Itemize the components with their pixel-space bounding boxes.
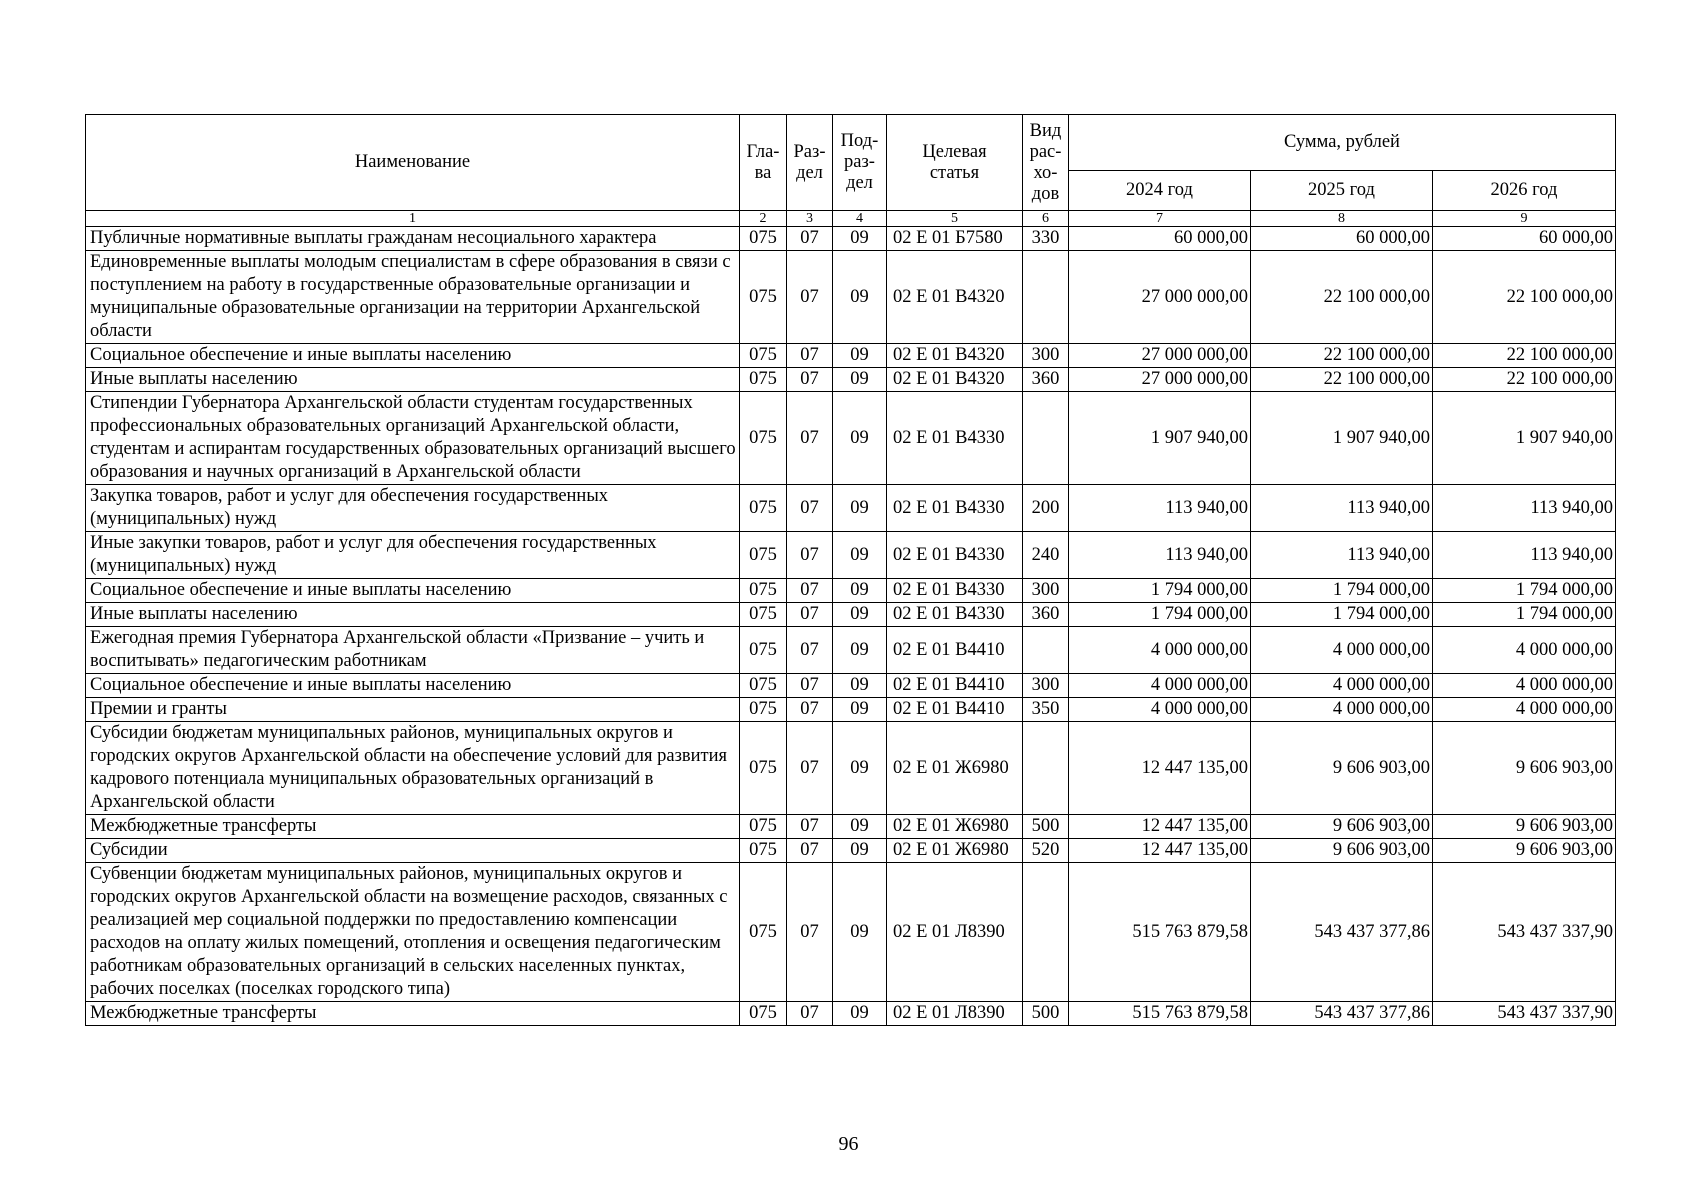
- header-razdel: Раз- дел: [787, 115, 833, 211]
- cell-amount-2026: 1 794 000,00: [1433, 579, 1616, 603]
- column-number: 7: [1069, 211, 1251, 227]
- cell-podrazdel: 09: [833, 368, 887, 392]
- cell-name: Премии и гранты: [86, 698, 740, 722]
- cell-glava: 075: [740, 579, 787, 603]
- cell-name: Межбюджетные трансферты: [86, 1002, 740, 1026]
- cell-amount-2024: 12 447 135,00: [1069, 722, 1251, 815]
- table-row: [86, 532, 1616, 579]
- cell-amount-2025: 1 907 940,00: [1251, 392, 1433, 485]
- cell-podrazdel: 09: [833, 532, 887, 579]
- cell-podrazdel: 09: [833, 603, 887, 627]
- cell-name: Субвенции бюджетам муниципальных районов, муниципальных округов и городских округов Архангельской области на возмещение расходов, связанных с реализацией мер социальной поддержки по предоставлению компенсации расходов на оплату жилых помещений, отопления и освещения педагогическим работникам образовательных организаций в сельских населенных пунктах, рабочих поселках (поселках городского типа): [86, 863, 740, 1002]
- cell-vid: [1023, 251, 1069, 344]
- cell-podrazdel: 09: [833, 815, 887, 839]
- cell-target: 02 Е 01 В4320: [887, 251, 1023, 344]
- cell-name: Социальное обеспечение и иные выплаты населению: [86, 674, 740, 698]
- cell-razdel: 07: [787, 698, 833, 722]
- header-vid: Вид рас- хо- дов: [1023, 115, 1069, 211]
- cell-target: 02 Е 01 В4330: [887, 603, 1023, 627]
- cell-name: Ежегодная премия Губернатора Архангельской области «Призвание – учить и воспитывать» педагогическим работникам: [86, 627, 740, 674]
- cell-amount-2025: 60 000,00: [1251, 227, 1433, 251]
- cell-amount-2024: 27 000 000,00: [1069, 368, 1251, 392]
- table-row: [86, 392, 1616, 485]
- table-row: [86, 815, 1616, 839]
- cell-target: 02 Е 01 В4320: [887, 344, 1023, 368]
- cell-amount-2025: 22 100 000,00: [1251, 251, 1433, 344]
- table-row: [86, 1002, 1616, 1026]
- cell-amount-2026: 22 100 000,00: [1433, 344, 1616, 368]
- cell-target: 02 Е 01 В4410: [887, 627, 1023, 674]
- cell-vid: [1023, 392, 1069, 485]
- header-glava: Гла- ва: [740, 115, 787, 211]
- cell-amount-2026: 9 606 903,00: [1433, 722, 1616, 815]
- header-target: Целевая статья: [887, 115, 1023, 211]
- cell-amount-2024: 4 000 000,00: [1069, 698, 1251, 722]
- cell-glava: 075: [740, 251, 787, 344]
- cell-amount-2026: 113 940,00: [1433, 532, 1616, 579]
- budget-table: [85, 114, 1616, 1026]
- cell-target: 02 Е 01 В4330: [887, 392, 1023, 485]
- cell-name: Социальное обеспечение и иные выплаты населению: [86, 579, 740, 603]
- cell-vid: 500: [1023, 815, 1069, 839]
- cell-amount-2024: 12 447 135,00: [1069, 839, 1251, 863]
- cell-glava: 075: [740, 485, 787, 532]
- table-row: [86, 722, 1616, 815]
- cell-glava: 075: [740, 227, 787, 251]
- cell-target: 02 Е 01 Ж6980: [887, 815, 1023, 839]
- cell-amount-2024: 4 000 000,00: [1069, 627, 1251, 674]
- cell-glava: 075: [740, 532, 787, 579]
- cell-razdel: 07: [787, 579, 833, 603]
- cell-amount-2024: 12 447 135,00: [1069, 815, 1251, 839]
- cell-name: Социальное обеспечение и иные выплаты населению: [86, 344, 740, 368]
- header-name: Наименование: [86, 115, 740, 211]
- cell-name: Иные выплаты населению: [86, 368, 740, 392]
- cell-amount-2024: 27 000 000,00: [1069, 344, 1251, 368]
- table-row: [86, 839, 1616, 863]
- header-year-2026: 2026 год: [1433, 171, 1616, 211]
- cell-amount-2025: 543 437 377,86: [1251, 1002, 1433, 1026]
- cell-razdel: 07: [787, 485, 833, 532]
- cell-target: 02 Е 01 Л8390: [887, 1002, 1023, 1026]
- cell-vid: 300: [1023, 344, 1069, 368]
- cell-amount-2024: 27 000 000,00: [1069, 251, 1251, 344]
- cell-podrazdel: 09: [833, 344, 887, 368]
- cell-name: Иные закупки товаров, работ и услуг для обеспечения государственных (муниципальных) нужд: [86, 532, 740, 579]
- cell-amount-2025: 543 437 377,86: [1251, 863, 1433, 1002]
- cell-vid: 520: [1023, 839, 1069, 863]
- cell-amount-2024: 1 907 940,00: [1069, 392, 1251, 485]
- table-row: [86, 344, 1616, 368]
- cell-podrazdel: 09: [833, 698, 887, 722]
- cell-razdel: 07: [787, 603, 833, 627]
- column-number: 1: [86, 211, 740, 227]
- cell-vid: [1023, 627, 1069, 674]
- page-number: 96: [838, 1133, 859, 1155]
- table-row: [86, 485, 1616, 532]
- table-row: [86, 674, 1616, 698]
- header-sum: Сумма, рублей: [1069, 115, 1616, 171]
- cell-vid: 330: [1023, 227, 1069, 251]
- cell-podrazdel: 09: [833, 1002, 887, 1026]
- cell-glava: 075: [740, 368, 787, 392]
- cell-name: Субсидии: [86, 839, 740, 863]
- cell-vid: 240: [1023, 532, 1069, 579]
- cell-amount-2024: 515 763 879,58: [1069, 863, 1251, 1002]
- cell-amount-2026: 60 000,00: [1433, 227, 1616, 251]
- cell-glava: 075: [740, 627, 787, 674]
- cell-amount-2026: 4 000 000,00: [1433, 674, 1616, 698]
- cell-podrazdel: 09: [833, 392, 887, 485]
- cell-vid: [1023, 863, 1069, 1002]
- cell-amount-2026: 113 940,00: [1433, 485, 1616, 532]
- header-podrazdel: Под- раз- дел: [833, 115, 887, 211]
- cell-podrazdel: 09: [833, 227, 887, 251]
- cell-razdel: 07: [787, 674, 833, 698]
- cell-vid: 360: [1023, 368, 1069, 392]
- table-row: [86, 227, 1616, 251]
- cell-glava: 075: [740, 344, 787, 368]
- cell-razdel: 07: [787, 863, 833, 1002]
- cell-amount-2026: 1 794 000,00: [1433, 603, 1616, 627]
- cell-glava: 075: [740, 863, 787, 1002]
- column-number: 8: [1251, 211, 1433, 227]
- cell-amount-2024: 515 763 879,58: [1069, 1002, 1251, 1026]
- cell-glava: 075: [740, 674, 787, 698]
- cell-name: Субсидии бюджетам муниципальных районов, муниципальных округов и городских округов Архангельской области на обеспечение условий для развития кадрового потенциала муниципальных образовательных организаций в Архангельской области: [86, 722, 740, 815]
- cell-amount-2025: 22 100 000,00: [1251, 344, 1433, 368]
- cell-amount-2024: 1 794 000,00: [1069, 579, 1251, 603]
- cell-glava: 075: [740, 815, 787, 839]
- cell-amount-2026: 543 437 337,90: [1433, 1002, 1616, 1026]
- cell-razdel: 07: [787, 839, 833, 863]
- cell-glava: 075: [740, 722, 787, 815]
- table-row: [86, 251, 1616, 344]
- cell-amount-2026: 4 000 000,00: [1433, 698, 1616, 722]
- cell-razdel: 07: [787, 344, 833, 368]
- header-year-2025: 2025 год: [1251, 171, 1433, 211]
- cell-vid: 500: [1023, 1002, 1069, 1026]
- cell-amount-2025: 113 940,00: [1251, 485, 1433, 532]
- cell-amount-2025: 9 606 903,00: [1251, 722, 1433, 815]
- cell-target: 02 Е 01 В4330: [887, 579, 1023, 603]
- cell-podrazdel: 09: [833, 485, 887, 532]
- table-row: [86, 863, 1616, 1002]
- cell-amount-2026: 22 100 000,00: [1433, 251, 1616, 344]
- cell-amount-2024: 4 000 000,00: [1069, 674, 1251, 698]
- cell-razdel: 07: [787, 815, 833, 839]
- column-number: 5: [887, 211, 1023, 227]
- table-row: [86, 698, 1616, 722]
- cell-amount-2025: 1 794 000,00: [1251, 579, 1433, 603]
- cell-podrazdel: 09: [833, 839, 887, 863]
- column-number: 2: [740, 211, 787, 227]
- cell-name: Межбюджетные трансферты: [86, 815, 740, 839]
- cell-target: 02 Е 01 Б7580: [887, 227, 1023, 251]
- column-number: 9: [1433, 211, 1616, 227]
- cell-amount-2025: 4 000 000,00: [1251, 674, 1433, 698]
- column-number: 3: [787, 211, 833, 227]
- cell-target: 02 Е 01 В4410: [887, 674, 1023, 698]
- cell-vid: 300: [1023, 674, 1069, 698]
- cell-podrazdel: 09: [833, 579, 887, 603]
- cell-target: 02 Е 01 Ж6980: [887, 839, 1023, 863]
- cell-name: Публичные нормативные выплаты гражданам несоциального характера: [86, 227, 740, 251]
- cell-glava: 075: [740, 698, 787, 722]
- cell-name: Единовременные выплаты молодым специалистам в сфере образования в связи с поступлением на работу в государственные образовательные организации и муниципальные образовательные организации на территории Архангельской области: [86, 251, 740, 344]
- cell-amount-2026: 543 437 337,90: [1433, 863, 1616, 1002]
- cell-razdel: 07: [787, 368, 833, 392]
- cell-amount-2025: 1 794 000,00: [1251, 603, 1433, 627]
- cell-vid: 350: [1023, 698, 1069, 722]
- cell-target: 02 Е 01 В4410: [887, 698, 1023, 722]
- cell-glava: 075: [740, 392, 787, 485]
- cell-amount-2025: 9 606 903,00: [1251, 839, 1433, 863]
- table-body: [86, 227, 1616, 1026]
- cell-amount-2026: 9 606 903,00: [1433, 839, 1616, 863]
- cell-podrazdel: 09: [833, 674, 887, 698]
- cell-glava: 075: [740, 1002, 787, 1026]
- cell-amount-2025: 9 606 903,00: [1251, 815, 1433, 839]
- table-header: [86, 115, 1616, 227]
- cell-target: 02 Е 01 В4330: [887, 485, 1023, 532]
- cell-vid: [1023, 722, 1069, 815]
- cell-amount-2026: 22 100 000,00: [1433, 368, 1616, 392]
- column-number-row: [86, 211, 1616, 227]
- cell-glava: 075: [740, 839, 787, 863]
- cell-amount-2026: 9 606 903,00: [1433, 815, 1616, 839]
- cell-amount-2026: 1 907 940,00: [1433, 392, 1616, 485]
- cell-vid: 300: [1023, 579, 1069, 603]
- cell-name: Закупка товаров, работ и услуг для обеспечения государственных (муниципальных) нужд: [86, 485, 740, 532]
- cell-name: Иные выплаты населению: [86, 603, 740, 627]
- cell-razdel: 07: [787, 227, 833, 251]
- table-row: [86, 579, 1616, 603]
- cell-vid: 200: [1023, 485, 1069, 532]
- header-year-2024: 2024 год: [1069, 171, 1251, 211]
- cell-amount-2025: 113 940,00: [1251, 532, 1433, 579]
- cell-razdel: 07: [787, 722, 833, 815]
- cell-razdel: 07: [787, 627, 833, 674]
- cell-target: 02 Е 01 Л8390: [887, 863, 1023, 1002]
- cell-amount-2024: 60 000,00: [1069, 227, 1251, 251]
- cell-razdel: 07: [787, 251, 833, 344]
- cell-name: Стипендии Губернатора Архангельской области студентам государственных профессиональных образовательных организаций Архангельской области, студентам и аспирантам государственных образовательных организаций высшего образования и научных организаций в Архангельской области: [86, 392, 740, 485]
- cell-target: 02 Е 01 В4330: [887, 532, 1023, 579]
- table-row: [86, 368, 1616, 392]
- column-number: 6: [1023, 211, 1069, 227]
- table-row: [86, 627, 1616, 674]
- cell-amount-2026: 4 000 000,00: [1433, 627, 1616, 674]
- cell-razdel: 07: [787, 1002, 833, 1026]
- cell-amount-2024: 113 940,00: [1069, 532, 1251, 579]
- cell-target: 02 Е 01 В4320: [887, 368, 1023, 392]
- cell-amount-2025: 4 000 000,00: [1251, 627, 1433, 674]
- cell-podrazdel: 09: [833, 722, 887, 815]
- table-row: [86, 603, 1616, 627]
- cell-amount-2025: 4 000 000,00: [1251, 698, 1433, 722]
- cell-podrazdel: 09: [833, 627, 887, 674]
- column-number: 4: [833, 211, 887, 227]
- cell-podrazdel: 09: [833, 863, 887, 1002]
- cell-glava: 075: [740, 603, 787, 627]
- cell-amount-2024: 1 794 000,00: [1069, 603, 1251, 627]
- cell-razdel: 07: [787, 532, 833, 579]
- cell-vid: 360: [1023, 603, 1069, 627]
- cell-target: 02 Е 01 Ж6980: [887, 722, 1023, 815]
- cell-amount-2025: 22 100 000,00: [1251, 368, 1433, 392]
- cell-razdel: 07: [787, 392, 833, 485]
- cell-amount-2024: 113 940,00: [1069, 485, 1251, 532]
- cell-podrazdel: 09: [833, 251, 887, 344]
